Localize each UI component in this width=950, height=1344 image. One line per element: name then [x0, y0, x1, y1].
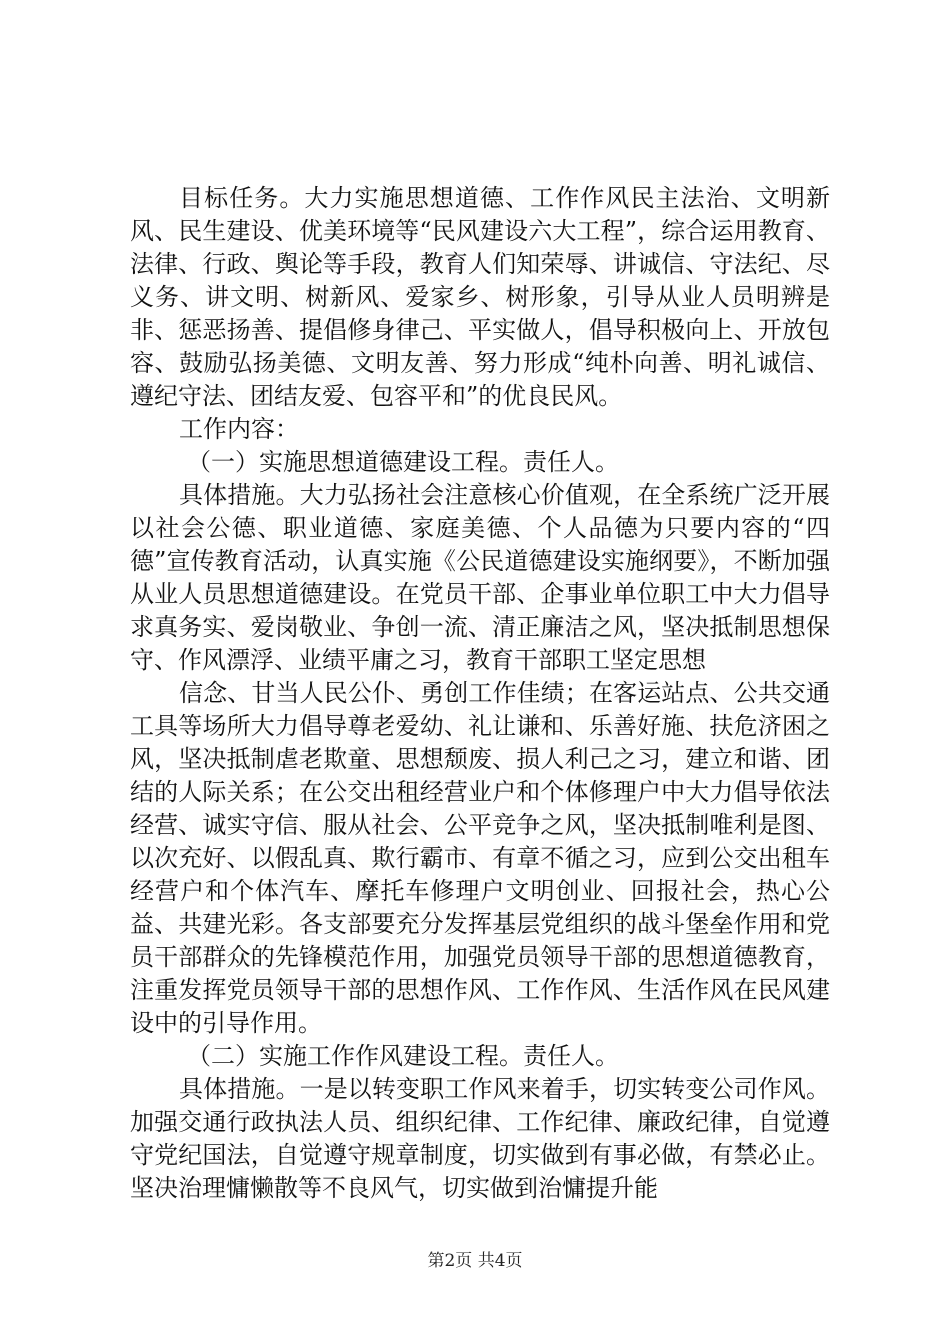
paragraph-measures-two: 具体措施。一是以转变职工作风来着手，切实转变公司作风。加强交通行政执法人员、组织纪律、工作纪律、廉政纪律，自觉遵守党纪国法，自觉遵守规章制度，切实做到有事必做，有禁必止。坚决治理慵懒散等不良风气，切实做到治慵提升能 [130, 1075, 830, 1202]
paragraph-section-two-heading: （二）实施工作作风建设工程。责任人。 [187, 1042, 619, 1070]
paragraph-goals: 目标任务。大力实施思想道德、工作作风民主法治、文明新风、民生建设、优美环境等“民风建设六大工程”，综合运用教育、法律、行政、舆论等手段，教育人们知荣辱、讲诚信、守法纪、尽义务、讲文明、树新风、爱家乡、树形象，引导从业人员明辨是非、惩恶扬善、提倡修身律己、平实做人，倡导积极向上、开放包容、鼓励弘扬美德、文明友善、努力形成“纯朴向善、明礼诚信、遵纪守法、团结友爱、包容平和”的优良民风。 [130, 184, 830, 410]
page-footer: 第2页 共4页 [427, 1251, 523, 1271]
paragraph-section-one-heading: （一）实施思想道德建设工程。责任人。 [187, 448, 619, 476]
paragraph-measures-one-continued: 信念、甘当人民公仆、勇创工作佳绩；在客运站点、公共交通工具等场所大力倡导尊老爱幼、礼让谦和、乐善好施、扶危济困之风，坚决抵制虐老欺童、思想颓废、损人利己之习，建立和谐、团结的人际关系；在公交出租经营业户和个体修理户中大力倡导依法经营、诚实守信、服从社会、公平竞争之风，坚决抵制唯利是图、以次充好、以假乱真、欺行霸市、有章不循之习，应到公交出租车经营户和个体汽车、摩托车修理户文明创业、回报社会，热心公益、共建光彩。各支部要充分发挥基层党组织的战斗堡垒作用和党员干部群众的先锋模范作用，加强党员领导干部的思想道德教育，注重发挥党员领导干部的思想作风、工作作风、生活作风在民风建设中的引导作用。 [130, 679, 830, 1037]
paragraph-work-content-heading: 工作内容： [179, 415, 299, 443]
paragraph-measures-one: 具体措施。大力弘扬社会注意核心价值观，在全系统广泛开展以社会公德、职业道德、家庭美德、个人品德为只要内容的“四德”宣传教育活动，认真实施《公民道德建设实施纲要》，不断加强从业人员思想道德建设。在党员干部、企事业单位职工中大力倡导求真务实、爱岗敬业、争创一流、清正廉洁之风，坚决抵制思想保守、作风漂浮、业绩平庸之习，教育干部职工坚定思想 [130, 481, 830, 674]
document-body [130, 182, 830, 1205]
